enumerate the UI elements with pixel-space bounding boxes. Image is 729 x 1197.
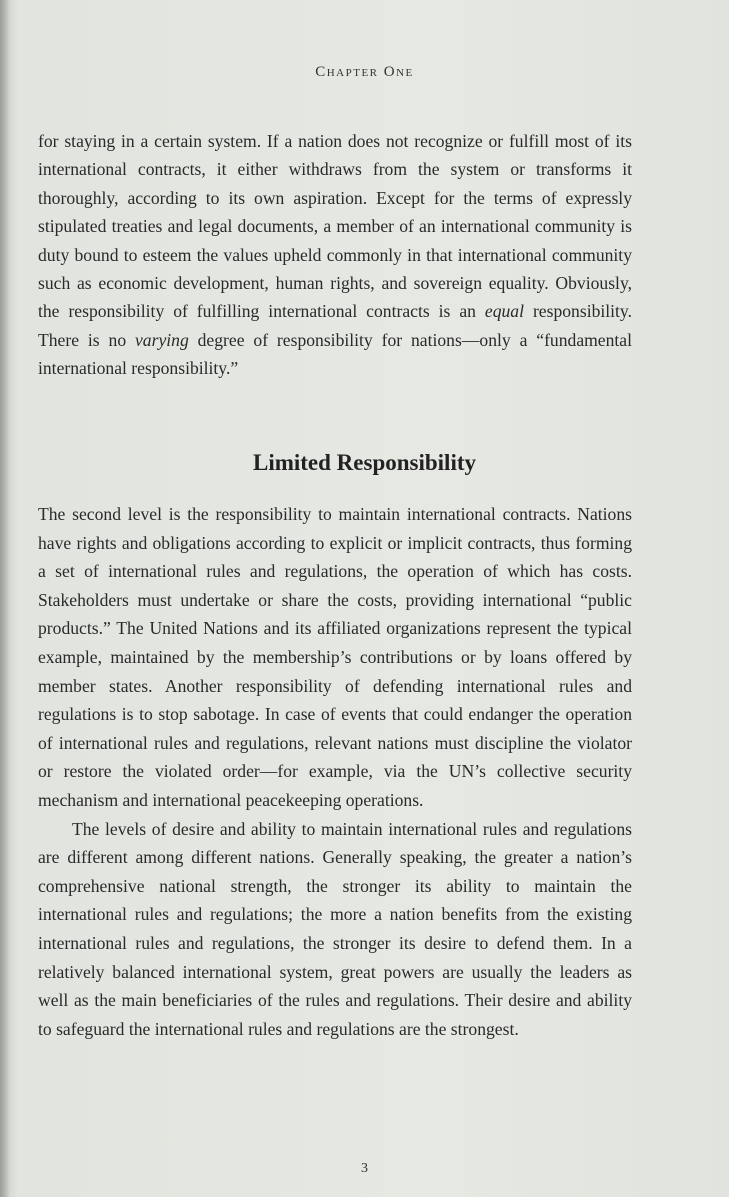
section-heading: Limited Responsibility <box>252 450 476 475</box>
spine-shadow <box>0 0 10 1197</box>
paragraph-3: The levels of desire and ability to maintain international rules and regulations are different among different nations. Generally speaking, the greater a nation’s comprehensive national strength, the stronger its ability to maintain the international rules and regulations; the more a nation benefits from the existing international rules and regulations, the stronger its desire to defend them. In a relatively balanced international system, great powers are usually the leaders as well as the main beneficiaries of the rules and regulations. Their desire and ability to safeguard the international rules and regulations are the strongest. <box>38 818 632 1039</box>
running-head: Chapter One <box>315 64 414 80</box>
emphasis-equal: equal <box>484 301 524 322</box>
page-number: 3 <box>361 1161 368 1176</box>
body-text-top <box>38 127 632 383</box>
paragraph-1-part-a: for staying in a certain system. If a nation does not recognize or fulfill most of its international contracts, it either withdraws from the system or transforms it thoroughly, according to its own aspiration. Except for the terms of expressly stipulated treaties and legal documents, a member of an international community is duty bound to esteem the values upheld commonly in that international community such as economic development, human rights, and sovereign equality. Obviously, the responsibility of fulfilling international contracts is an <box>38 131 632 322</box>
emphasis-varying: varying <box>135 329 189 350</box>
paragraph-1-part-b: responsibility. There is no <box>38 301 632 350</box>
paragraph-1 <box>38 127 632 383</box>
body-text-bottom <box>38 500 632 1043</box>
paragraph-2: The second level is the responsibility to maintain international contracts. Nations have rights and obligations according to explicit or implicit contracts, thus forming a set of international rules and regulations, the operation of which has costs. Stakeholders must undertake or share the costs, providing international “public products.” The United Nations and its affiliated organizations represent the typical example, maintained by the membership’s contributions or by loans offered by member states. Another responsibility of defending international rules and regulations is to stop sabotage. In case of events that could endanger the operation of international rules and regulations, relevant nations must discipline the violator or restore the violated order—for example, via the UN’s collective security mechanism and international peacekeeping operations. <box>38 504 632 810</box>
paragraph-1-part-c: degree of responsibility for nations—only a “fundamental international responsibility.” <box>38 329 633 379</box>
